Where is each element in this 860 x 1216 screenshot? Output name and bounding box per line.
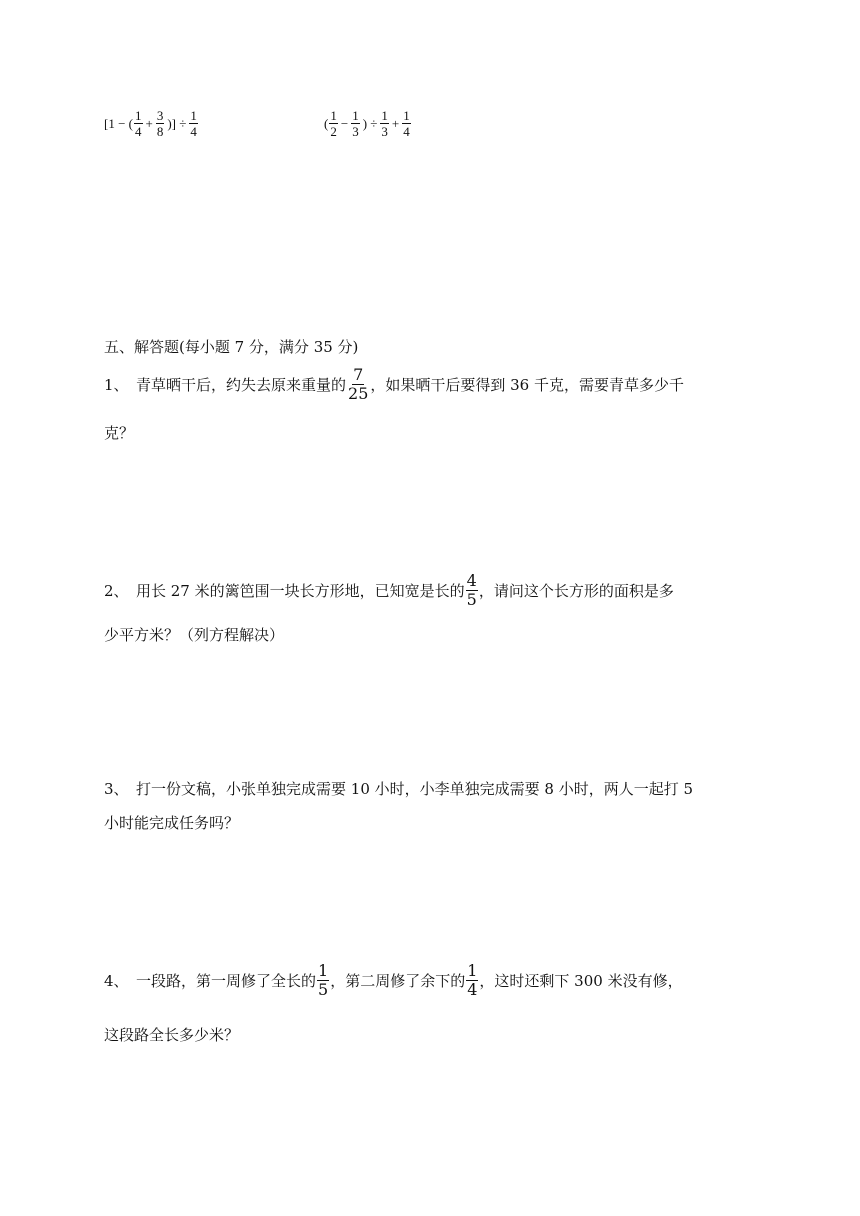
question-1-line-2: 克？ (104, 424, 135, 442)
question-3-line-1 (104, 778, 693, 799)
question-text: 青草晒干后，约失去原来重量的 (136, 376, 347, 394)
fraction: $\frac{3}{8}$ (156, 108, 164, 139)
fraction: $\frac{1}{4}$ (190, 108, 197, 139)
question-1-line-1 (104, 366, 684, 403)
question-index: 1、 (104, 376, 129, 394)
minus-sign: − (340, 115, 349, 131)
question-3-line-2: 小时能完成任务吗？ (104, 814, 240, 832)
expr2-close: ) ÷ (362, 115, 378, 131)
expression-2 (324, 108, 412, 139)
plus-sign: + (391, 115, 400, 131)
fraction: $\frac{1}{4}$ (135, 108, 142, 139)
question-text: ，第二周修了余下的 (330, 972, 466, 990)
question-4-line-1 (104, 962, 683, 999)
question-2-line-1 (104, 572, 674, 609)
fraction: $\frac{1}{3}$ (352, 108, 359, 139)
fraction: $\frac{1}{2}$ (330, 108, 337, 139)
fraction: $\frac{1}{4}$ (403, 108, 410, 139)
question-text: ，这时还剩下 300 米没有修， (479, 972, 683, 990)
expression-1 (104, 108, 199, 139)
question-text: ，如果晒干后要得到 36 千克，需要青草多少千 (370, 376, 685, 394)
fraction: $\frac{7}{25}$ (348, 365, 369, 403)
question-text: 一段路，第一周修了全长的 (136, 972, 317, 990)
plus-sign: + (145, 115, 153, 131)
fraction: $\frac{1}{3}$ (381, 108, 388, 139)
question-text: 打一份文稿，小张单独完成需要 10 小时，小李单独完成需要 8 小时，两人一起打 5 (136, 780, 694, 798)
fraction: $\frac{1}{4}$ (467, 961, 478, 999)
question-index: 2、 (104, 582, 129, 600)
question-4-line-2: 这段路全长多少米？ (104, 1026, 240, 1044)
expr1-open: [1 − ( (104, 115, 133, 131)
question-text: ，请问这个长方形的面积是多 (478, 582, 674, 600)
fraction: $\frac{4}{5}$ (466, 571, 477, 609)
expr1-close: )] ÷ (167, 115, 187, 131)
expr2-open: ( (324, 115, 329, 131)
question-2-line-2: 少平方米？（列方程解决） (104, 626, 285, 644)
question-text: 用长 27 米的篱笆围一块长方形地，已知宽是长的 (136, 582, 465, 600)
question-index: 3、 (104, 780, 129, 798)
section-title: 五、解答题(每小题 7 分，满分 35 分) (104, 338, 359, 356)
question-index: 4、 (104, 972, 129, 990)
fraction: $\frac{1}{5}$ (318, 961, 329, 999)
